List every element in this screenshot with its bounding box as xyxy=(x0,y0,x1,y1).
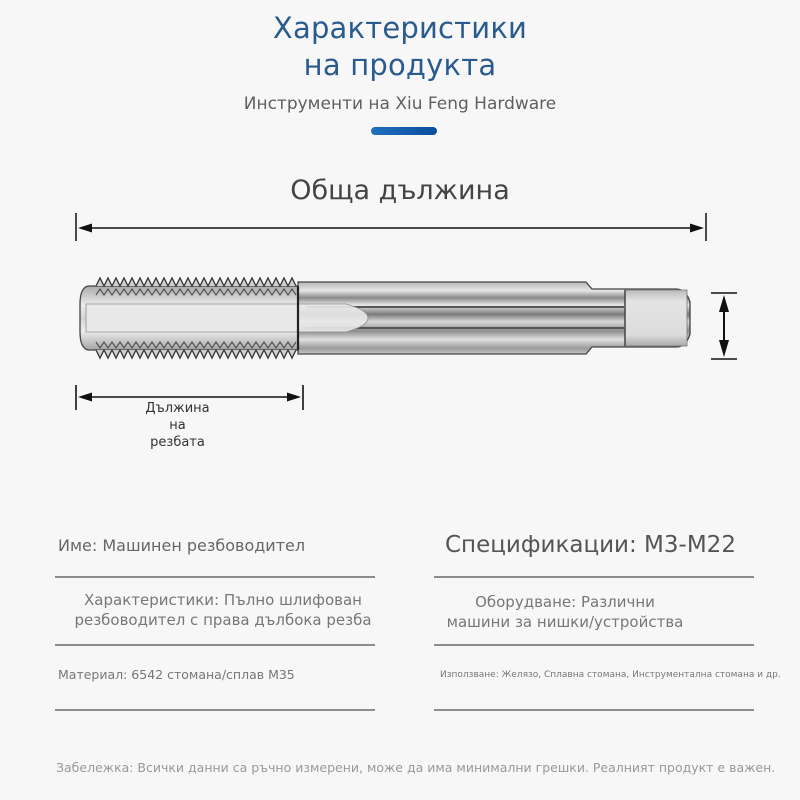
divider xyxy=(434,709,754,711)
divider xyxy=(55,644,375,646)
accent-bar xyxy=(371,127,437,135)
divider xyxy=(55,576,375,578)
divider xyxy=(55,709,375,711)
spec-equipment-line2: машини за нишки/устройства xyxy=(446,613,684,631)
machine-tap-image xyxy=(76,262,706,372)
spec-features-line1: Характеристики: Пълно шлифован xyxy=(84,591,362,609)
spec-features-line2: резбоводител с права дълбока резба xyxy=(74,611,372,629)
spec-usage: Използване: Желязо, Сплавна стомана, Инструментална стомана и др. xyxy=(440,670,781,680)
total-length-arrow-icon xyxy=(70,210,712,244)
spec-specification: Спецификации: M3-M22 xyxy=(445,532,736,558)
thread-length-label-line2: на xyxy=(169,418,186,433)
spec-equipment xyxy=(440,592,690,632)
footer-note: Забележка: Всички данни са ръчно измерени, може да има минимални грешки. Реалният продукт е важен. xyxy=(56,760,776,775)
shank-diameter-arrow-icon xyxy=(708,290,740,362)
spec-equipment-line1: Оборудване: Различни xyxy=(475,593,655,611)
spec-features xyxy=(58,590,388,630)
divider xyxy=(434,644,754,646)
page-subtitle: Инструменти на Xiu Feng Hardware xyxy=(243,94,557,114)
thread-length-label-line1: Дължина xyxy=(145,401,210,416)
total-length-label: Обща дължина xyxy=(290,175,510,206)
spec-material: Материал: 6542 стомана/сплав M35 xyxy=(58,667,295,682)
thread-length-label-line3: резбата xyxy=(150,435,205,450)
divider xyxy=(434,576,754,578)
spec-name: Име: Машинен резбоводител xyxy=(58,536,306,555)
page-title-line2: на продукта xyxy=(303,48,497,82)
page-title-line1: Характеристики xyxy=(272,11,528,45)
thread-length-label xyxy=(130,400,225,451)
